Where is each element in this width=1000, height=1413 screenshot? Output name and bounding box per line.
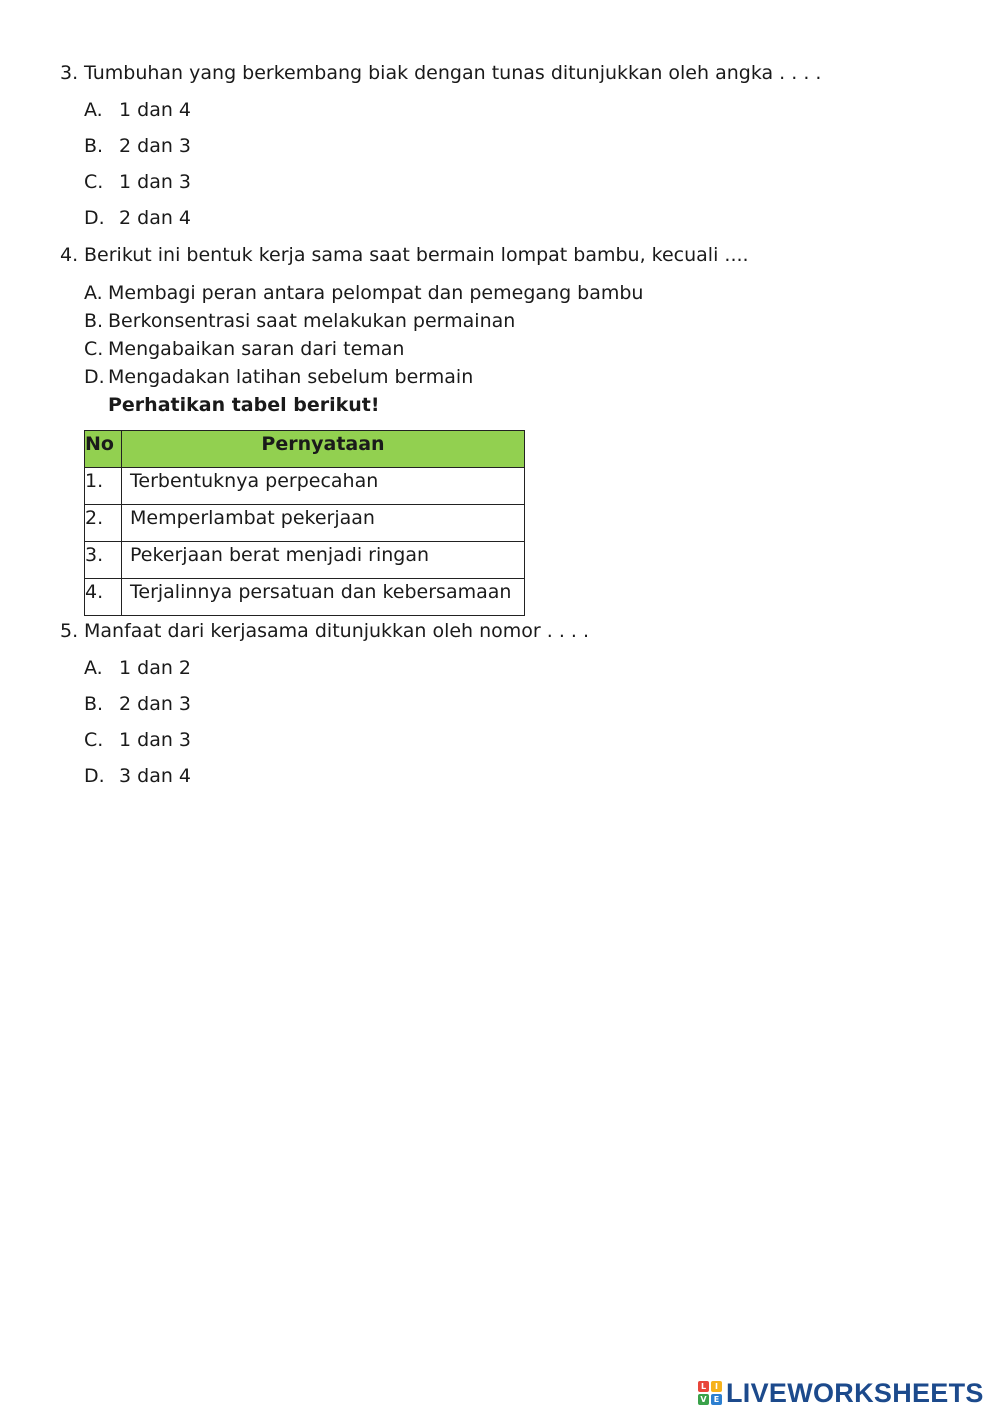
q3-option-a-letter: A. (84, 99, 103, 121)
table-cell-statement: Memperlambat pekerjaan (122, 505, 525, 542)
question-4-number: 4. (60, 244, 79, 266)
q5-option-c-letter: C. (84, 729, 104, 751)
q4-option-a[interactable]: Membagi peran antara pelompat dan pemegang bambu (108, 282, 644, 304)
q3-option-b-letter: B. (84, 135, 104, 157)
q3-option-b[interactable]: 2 dan 3 (119, 135, 192, 157)
liveworksheets-brand (698, 1378, 984, 1408)
brand-text: LIVEWORKSHEETS (726, 1377, 984, 1408)
q3-option-d[interactable]: 2 dan 4 (119, 207, 192, 229)
table-row (85, 468, 525, 505)
table-cell-statement: Terbentuknya perpecahan (122, 468, 525, 505)
q5-option-d[interactable]: 3 dan 4 (119, 765, 192, 787)
table-row (85, 579, 525, 616)
q3-option-a[interactable]: 1 dan 4 (119, 99, 192, 121)
question-4-text: Berikut ini bentuk kerja sama saat bermain lompat bambu, kecuali .... (84, 244, 749, 266)
q5-option-c[interactable]: 1 dan 3 (119, 729, 192, 751)
q3-option-d-letter: D. (84, 207, 105, 229)
question-5-number: 5. (60, 620, 79, 642)
logo-tile: V (698, 1394, 709, 1405)
liveworksheets-logo-icon (698, 1381, 722, 1405)
q4-option-d[interactable]: Mengadakan latihan sebelum bermain (108, 366, 474, 388)
table-cell-no: 3. (85, 542, 122, 579)
table-cell-statement: Terjalinnya persatuan dan kebersamaan (122, 579, 525, 616)
statement-table (84, 430, 525, 616)
question-3-text: Tumbuhan yang berkembang biak dengan tunas ditunjukkan oleh angka . . . . (84, 62, 822, 84)
table-instruction: Perhatikan tabel berikut! (108, 394, 380, 416)
logo-tile: I (711, 1381, 722, 1392)
table-row (85, 505, 525, 542)
q4-option-b[interactable]: Berkonsentrasi saat melakukan permainan (108, 310, 516, 332)
table-cell-no: 1. (85, 468, 122, 505)
question-3-number: 3. (60, 62, 79, 84)
q4-option-a-letter: A. (84, 282, 103, 304)
logo-tile: E (711, 1394, 722, 1405)
q5-option-a-letter: A. (84, 657, 103, 679)
q4-option-b-letter: B. (84, 310, 104, 332)
question-5-text: Manfaat dari kerjasama ditunjukkan oleh nomor . . . . (84, 620, 590, 642)
q3-option-c[interactable]: 1 dan 3 (119, 171, 192, 193)
table-cell-no: 2. (85, 505, 122, 542)
table-cell-no: 4. (85, 579, 122, 616)
q5-option-a[interactable]: 1 dan 2 (119, 657, 192, 679)
q5-option-b[interactable]: 2 dan 3 (119, 693, 192, 715)
table-row (85, 542, 525, 579)
q4-option-c-letter: C. (84, 338, 104, 360)
q5-option-b-letter: B. (84, 693, 104, 715)
table-cell-statement: Pekerjaan berat menjadi ringan (122, 542, 525, 579)
table-header-row (85, 431, 525, 468)
q3-option-c-letter: C. (84, 171, 104, 193)
q4-option-d-letter: D. (84, 366, 105, 388)
table-header-statement: Pernyataan (122, 431, 525, 468)
q5-option-d-letter: D. (84, 765, 105, 787)
q4-option-c[interactable]: Mengabaikan saran dari teman (108, 338, 405, 360)
table-header-no: No (85, 431, 122, 468)
logo-tile: L (698, 1381, 709, 1392)
